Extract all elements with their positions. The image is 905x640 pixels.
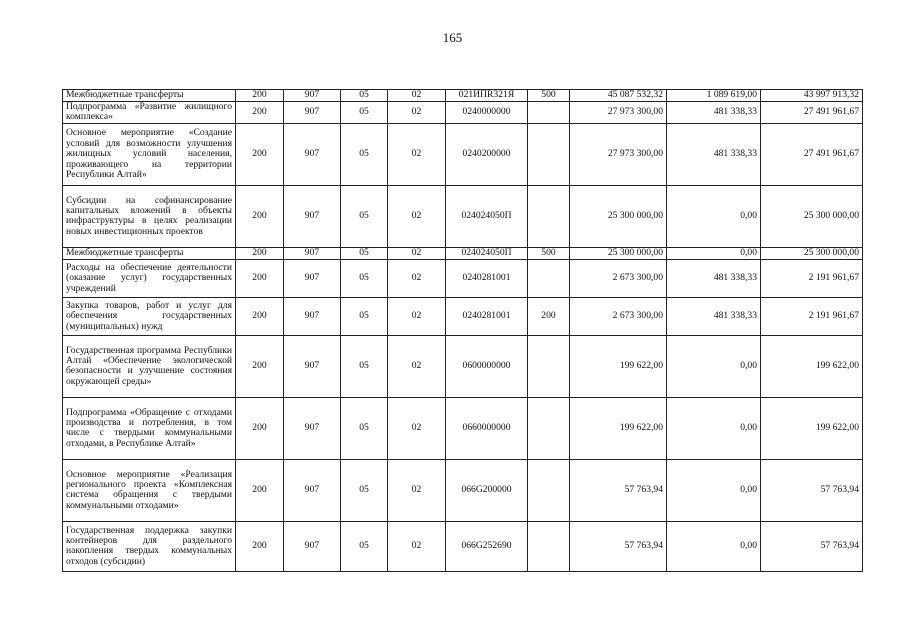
expense-type-cell: 500 (528, 90, 570, 102)
subsection-code-cell: 02 (388, 247, 446, 259)
target-article-cell: 0660000000 (446, 397, 528, 459)
admin-code-cell: 200 (236, 90, 284, 102)
change-amount-cell: 0,00 (667, 397, 761, 459)
expense-type-cell (528, 259, 570, 297)
expense-type-cell: 500 (528, 247, 570, 259)
amount-cell: 199 622,00 (570, 335, 667, 397)
total-amount-cell: 199 622,00 (761, 335, 863, 397)
department-code-cell: 907 (284, 459, 341, 521)
total-amount-cell: 25 300 000,00 (761, 185, 863, 247)
row-name-cell: Расходы на обеспечение деятельности (оказание услуг) государственных учреждений (63, 259, 236, 297)
amount-cell: 57 763,94 (570, 521, 667, 571)
subsection-code-cell: 02 (388, 90, 446, 102)
section-code-cell: 05 (341, 185, 388, 247)
row-name-cell: Основное мероприятие «Реализация регионального проекта «Комплексная система обращения с твердыми коммунальными отходами» (63, 459, 236, 521)
subsection-code-cell: 02 (388, 297, 446, 335)
expense-type-cell (528, 123, 570, 185)
change-amount-cell: 0,00 (667, 247, 761, 259)
admin-code-cell: 200 (236, 521, 284, 571)
target-article-cell: 024024050П (446, 247, 528, 259)
row-name-cell: Межбюджетные трансферты (63, 90, 236, 102)
target-article-cell: 0600000000 (446, 335, 528, 397)
admin-code-cell: 200 (236, 335, 284, 397)
department-code-cell: 907 (284, 123, 341, 185)
table-row (63, 247, 863, 259)
subsection-code-cell: 02 (388, 459, 446, 521)
department-code-cell: 907 (284, 247, 341, 259)
subsection-code-cell: 02 (388, 123, 446, 185)
section-code-cell: 05 (341, 335, 388, 397)
department-code-cell: 907 (284, 297, 341, 335)
page-number: 165 (442, 30, 463, 45)
section-code-cell: 05 (341, 247, 388, 259)
subsection-code-cell: 02 (388, 397, 446, 459)
table-row (63, 297, 863, 335)
total-amount-cell: 2 191 961,67 (761, 297, 863, 335)
expense-type-cell (528, 335, 570, 397)
admin-code-cell: 200 (236, 459, 284, 521)
target-article-cell: 066G200000 (446, 459, 528, 521)
section-code-cell: 05 (341, 90, 388, 102)
row-name-cell: Подпрограмма «Развитие жилищного комплекса» (63, 102, 236, 124)
amount-cell: 27 973 300,00 (570, 123, 667, 185)
section-code-cell: 05 (341, 259, 388, 297)
row-name-cell: Субсидии на софинансирование капитальных вложений в объекты инфраструктуры в целях реализации новых инвестиционных проектов (63, 185, 236, 247)
amount-cell: 27 973 300,00 (570, 102, 667, 124)
table-row (63, 259, 863, 297)
admin-code-cell: 200 (236, 123, 284, 185)
subsection-code-cell: 02 (388, 259, 446, 297)
row-name-cell: Закупка товаров, работ и услуг для обеспечения государственных (муниципальных) нужд (63, 297, 236, 335)
department-code-cell: 907 (284, 90, 341, 102)
target-article-cell: 0240200000 (446, 123, 528, 185)
section-code-cell: 05 (341, 397, 388, 459)
row-name-cell: Подпрограмма «Обращение с отходами производства и потребления, в том числе с твердыми коммунальными отходами, в Республике Алтай» (63, 397, 236, 459)
target-article-cell: 021ИПR321Я (446, 90, 528, 102)
total-amount-cell: 57 763,94 (761, 459, 863, 521)
target-article-cell: 066G252690 (446, 521, 528, 571)
total-amount-cell: 199 622,00 (761, 397, 863, 459)
target-article-cell: 024024050П (446, 185, 528, 247)
table-row (63, 459, 863, 521)
section-code-cell: 05 (341, 459, 388, 521)
admin-code-cell: 200 (236, 259, 284, 297)
section-code-cell: 05 (341, 102, 388, 124)
expense-type-cell (528, 397, 570, 459)
expense-type-cell: 200 (528, 297, 570, 335)
admin-code-cell: 200 (236, 397, 284, 459)
amount-cell: 57 763,94 (570, 459, 667, 521)
change-amount-cell: 481 338,33 (667, 123, 761, 185)
table-row (63, 102, 863, 124)
section-code-cell: 05 (341, 123, 388, 185)
total-amount-cell: 27 491 961,67 (761, 123, 863, 185)
target-article-cell: 0240281001 (446, 297, 528, 335)
expense-type-cell (528, 459, 570, 521)
row-name-cell: Межбюджетные трансферты (63, 247, 236, 259)
total-amount-cell: 57 763,94 (761, 521, 863, 571)
target-article-cell: 0240000000 (446, 102, 528, 124)
change-amount-cell: 0,00 (667, 521, 761, 571)
budget-table (62, 89, 863, 572)
row-name-cell: Государственная программа Республики Алтай «Обеспечение экологической безопасности и улучшение состояния окружающей среды» (63, 335, 236, 397)
amount-cell: 25 300 000,00 (570, 185, 667, 247)
department-code-cell: 907 (284, 102, 341, 124)
department-code-cell: 907 (284, 521, 341, 571)
expense-type-cell (528, 185, 570, 247)
total-amount-cell: 43 997 913,32 (761, 90, 863, 102)
row-name-cell: Основное мероприятие «Создание условий для возможности улучшения жилищных условий населения, проживающего на территории Республики Алтай» (63, 123, 236, 185)
change-amount-cell: 481 338,33 (667, 297, 761, 335)
admin-code-cell: 200 (236, 102, 284, 124)
table-row (63, 123, 863, 185)
change-amount-cell: 0,00 (667, 185, 761, 247)
table-row (63, 335, 863, 397)
amount-cell: 2 673 300,00 (570, 259, 667, 297)
department-code-cell: 907 (284, 185, 341, 247)
row-name-cell: Государственная поддержка закупки контейнеров для раздельного накопления твердых коммунальных отходов (субсидии) (63, 521, 236, 571)
total-amount-cell: 2 191 961,67 (761, 259, 863, 297)
amount-cell: 25 300 000,00 (570, 247, 667, 259)
department-code-cell: 907 (284, 259, 341, 297)
subsection-code-cell: 02 (388, 335, 446, 397)
expense-type-cell (528, 102, 570, 124)
admin-code-cell: 200 (236, 247, 284, 259)
department-code-cell: 907 (284, 397, 341, 459)
change-amount-cell: 481 338,33 (667, 102, 761, 124)
section-code-cell: 05 (341, 521, 388, 571)
amount-cell: 2 673 300,00 (570, 297, 667, 335)
subsection-code-cell: 02 (388, 102, 446, 124)
table-row (63, 397, 863, 459)
subsection-code-cell: 02 (388, 521, 446, 571)
expense-type-cell (528, 521, 570, 571)
admin-code-cell: 200 (236, 297, 284, 335)
amount-cell: 45 087 532,32 (570, 90, 667, 102)
section-code-cell: 05 (341, 297, 388, 335)
total-amount-cell: 25 300 000,00 (761, 247, 863, 259)
change-amount-cell: 1 089 619,00 (667, 90, 761, 102)
admin-code-cell: 200 (236, 185, 284, 247)
table-row (63, 521, 863, 571)
subsection-code-cell: 02 (388, 185, 446, 247)
target-article-cell: 0240281001 (446, 259, 528, 297)
amount-cell: 199 622,00 (570, 397, 667, 459)
table-row (63, 90, 863, 102)
table-row (63, 185, 863, 247)
change-amount-cell: 0,00 (667, 459, 761, 521)
change-amount-cell: 481 338,33 (667, 259, 761, 297)
department-code-cell: 907 (284, 335, 341, 397)
total-amount-cell: 27 491 961,67 (761, 102, 863, 124)
change-amount-cell: 0,00 (667, 335, 761, 397)
